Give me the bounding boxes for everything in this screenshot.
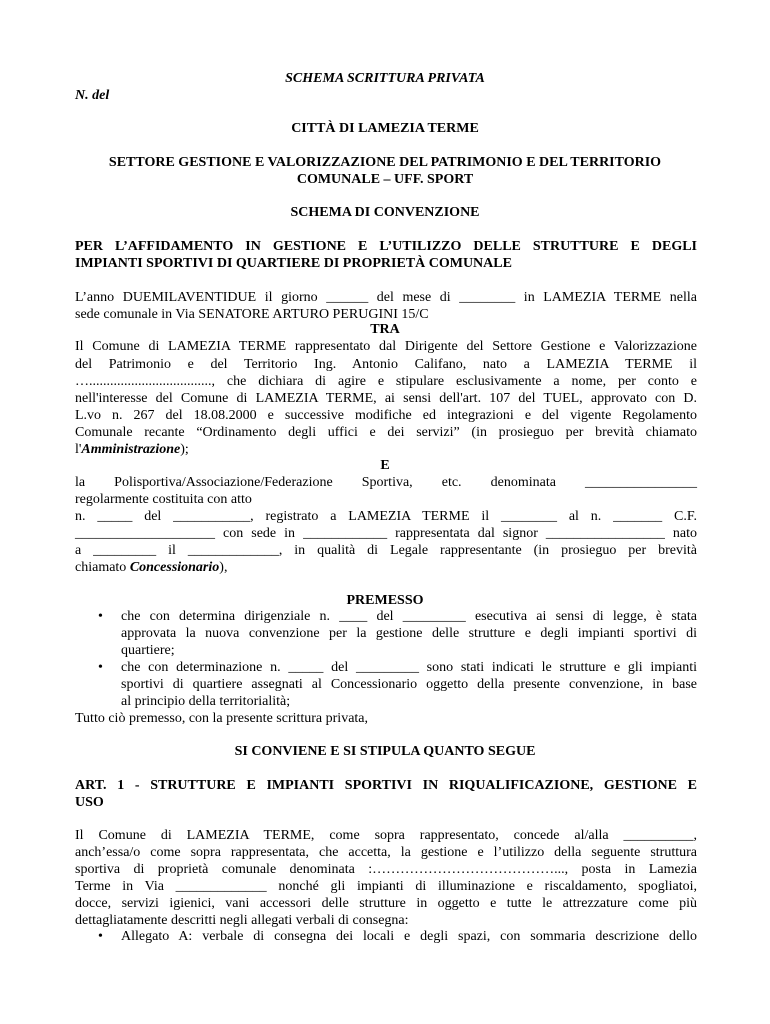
party2-line2: regolarmente costituita con atto xyxy=(75,492,252,507)
art1-line5: docce, servizi igienici, vani accessori delle strutture in oggetto e tutte le attrezzature come più xyxy=(75,896,697,911)
convention-title: SCHEMA DI CONVENZIONE xyxy=(290,205,480,220)
party1-line1: Il Comune di LAMEZIA TERME rappresentato dal Dirigente del Settore Gestione e Valorizzazione xyxy=(75,339,697,354)
premesso-item2-line1: che con determinazione n. _____ del _________ sono stati indicati le strutture e gli impianti xyxy=(121,660,697,675)
premesso-heading: PREMESSO xyxy=(346,593,424,608)
intro-line1: L’anno DUEMILAVENTIDUE il giorno ______ del mese di ________ in LAMEZIA TERME nella xyxy=(75,290,697,305)
bullet-icon: • xyxy=(98,609,103,624)
art1-line6: dettagliatamente descritti negli allegati verbali di consegna: xyxy=(75,913,409,928)
premesso-item1-line1: che con determina dirigenziale n. ____ del _________ esecutiva ai sensi di legge, è stata xyxy=(121,609,697,624)
sector-heading-line2: COMUNALE – UFF. SPORT xyxy=(296,172,474,187)
art1-line1: Il Comune di LAMEZIA TERME, come sopra rappresentato, concede al/alla __________, xyxy=(75,828,697,843)
intro-line2: sede comunale in Via SENATORE ARTURO PERUGINI 15/C xyxy=(75,307,429,322)
sector-heading-line1: SETTORE GESTIONE E VALORIZZAZIONE DEL PATRIMONIO E DEL TERRITORIO xyxy=(108,155,662,170)
art1-bullet1: Allegato A: verbale di consegna dei locali e degli spazi, con sommaria descrizione dello xyxy=(121,929,697,944)
party2-line4: ____________________ con sede in ____________ rappresentata dal signor _________________ nato xyxy=(75,526,697,541)
premesso-item1-line2: approvata la nuova convenzione per la gestione delle strutture e degli impianti sportivi di xyxy=(121,626,697,641)
premesso-item2-line2: sportivi di quartiere assegnati al Concessionario oggetto della presente convenzione, in base xyxy=(121,677,697,692)
party2-line3: n. _____ del ___________, registrato a LAMEZIA TERME il ________ al n. _______ C.F. xyxy=(75,509,697,524)
subject-heading-line2: IMPIANTI SPORTIVI DI QUARTIERE DI PROPRIETÀ COMUNALE xyxy=(75,256,512,271)
party2-line6-suffix: ), xyxy=(219,560,228,575)
party2-line6 xyxy=(75,559,227,576)
city-heading: CITTÀ DI LAMEZIA TERME xyxy=(291,121,479,136)
party1-line4: nell'interesse del Comune di LAMEZIA TERME, ai sensi dell'art. 107 del TUEL, approvato con D. xyxy=(75,391,697,406)
party1-line5: L.vo n. 267 del 18.08.2000 e successive modifiche ed integrazioni e del vigente Regolamento xyxy=(75,408,697,423)
art1-title-line2: USO xyxy=(75,795,104,810)
administration-label: Amministrazione xyxy=(81,442,181,457)
party1-line7-prefix: l' xyxy=(75,442,82,457)
bullet-icon: • xyxy=(98,929,103,944)
party1-line2: del Patrimonio e del Territorio Ing. Antonio Califano, nato a LAMEZIA TERME il xyxy=(75,357,697,372)
subject-heading-line1: PER L’AFFIDAMENTO IN GESTIONE E L’UTILIZZO DELLE STRUTTURE E DEGLI xyxy=(75,239,697,254)
premesso-item2-line3: al principio della territorialità; xyxy=(121,694,291,709)
party2-line6-prefix: chiamato xyxy=(75,560,130,575)
art1-line3: sportiva di proprietà comunale denominata :…………………………………..., posta in Lamezia xyxy=(75,862,697,877)
premesso-closing: Tutto ciò premesso, con la presente scrittura privata, xyxy=(75,711,369,726)
party1-line6: Comunale recante “Ordinamento degli uffici e dei servizi” (in prosieguo per brevità chiamato xyxy=(75,425,697,440)
party2-line1: la Polisportiva/Associazione/Federazione Sportiva, etc. denominata ________________ xyxy=(75,475,697,490)
party1-line3: …..................................., che dichiara di agire e stipulare esclusivamente a nome, per conto e xyxy=(75,374,697,389)
party1-line7 xyxy=(75,441,189,458)
document-number: N. del xyxy=(75,88,110,103)
art1-title-line1: ART. 1 - STRUTTURE E IMPIANTI SPORTIVI IN RIQUALIFICAZIONE, GESTIONE E xyxy=(75,778,697,793)
premesso-item1-line3: quartiere; xyxy=(121,643,175,658)
party2-line5: a _________ il _____________, in qualità di Legale rappresentante (in prosieguo per brevità xyxy=(75,543,697,558)
art1-line2: anch’essa/o come sopra rappresentata, che accetta, la gestione e l’utilizzo della seguente struttura xyxy=(75,845,697,860)
tra-heading: TRA xyxy=(370,322,400,337)
party1-line7-suffix: ); xyxy=(180,442,189,457)
schema-title: SCHEMA SCRITTURA PRIVATA xyxy=(285,71,485,86)
art1-line4: Terme in Via _____________ nonché gli impianti di illuminazione e riscaldamento, spogliatoi, xyxy=(75,879,697,894)
stipula-heading: SI CONVIENE E SI STIPULA QUANTO SEGUE xyxy=(234,744,536,759)
bullet-icon: • xyxy=(98,660,103,675)
e-heading: E xyxy=(380,458,390,473)
concessionaire-label: Concessionario xyxy=(129,560,220,575)
